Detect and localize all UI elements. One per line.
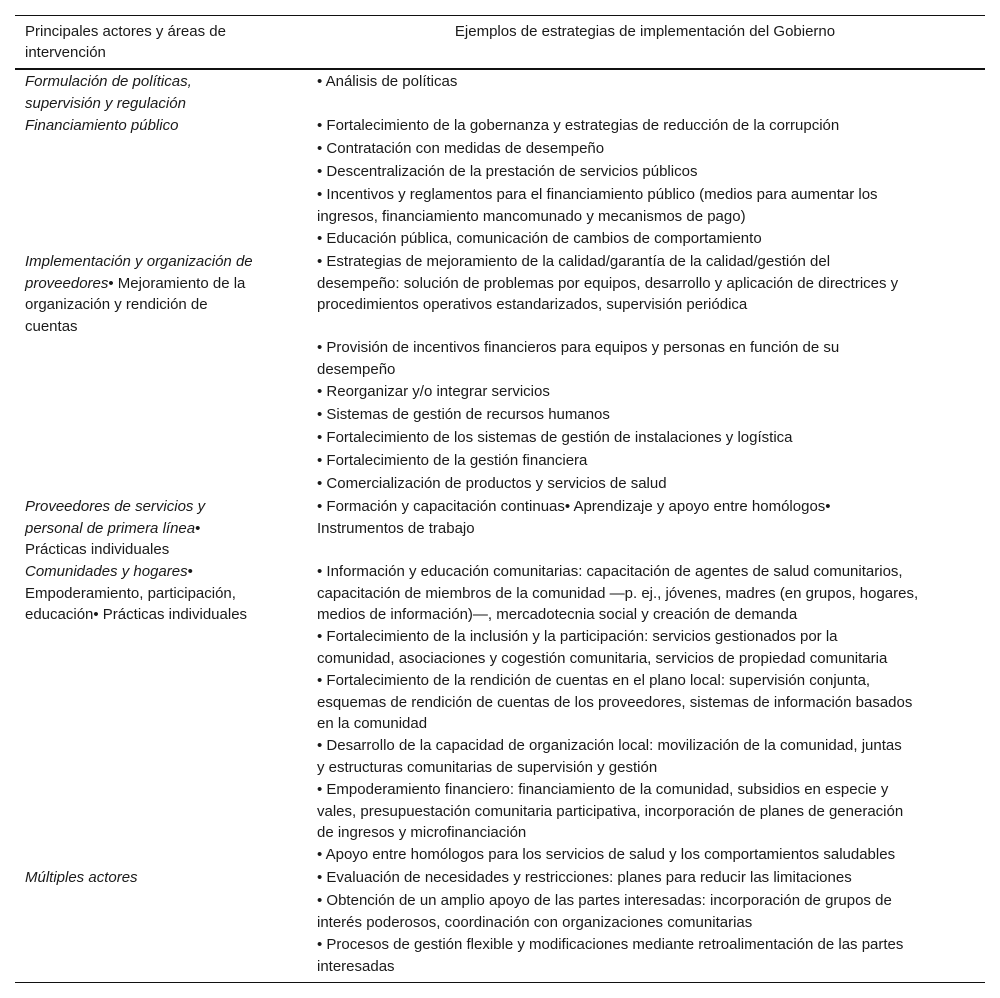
- strategy-item-line: • Obtención de un amplio apoyo de las partes interesadas: incorporación de grupos de: [317, 892, 892, 909]
- strategy-item-line: comunidad, asociaciones y cogestión comunitaria, servicios de propiedad comunitaria: [317, 649, 888, 667]
- actor-text: Formulación de políticas,: [25, 73, 192, 90]
- strategy-item-line: vales, presupuestación comunitaria participativa, incorporación de planes de generación: [317, 802, 904, 820]
- actor-text: •: [195, 519, 201, 537]
- strategy-item-line: desempeño: solución de problemas por equipos, desarrollo y aplicación de directrices y: [317, 274, 899, 292]
- actor-text: supervisión y regulación: [25, 94, 186, 112]
- actor-line: [25, 496, 205, 517]
- header-col1-line1: Principales actores y áreas de: [25, 23, 226, 40]
- strategy-item-line: • Análisis de políticas: [317, 73, 458, 90]
- strategy-item-line: • Sistemas de gestión de recursos humanos: [317, 406, 610, 423]
- strategy-item-line: procedimientos operativos estandarizados, supervisión periódica: [317, 296, 748, 314]
- strategy-item-line: • Apoyo entre homólogos para los servicios de salud y los comportamientos saludables: [317, 846, 896, 863]
- actor-line: [25, 273, 245, 294]
- actor-text: •: [187, 563, 193, 580]
- actor-text: Comunidades y hogares: [25, 563, 188, 580]
- header-col2: Ejemplos de estrategias de implementación del Gobierno: [454, 23, 836, 40]
- actor-text: Proveedores de servicios y: [25, 498, 206, 515]
- strategy-item-line: • Contratación con medidas de desempeño: [317, 140, 605, 157]
- strategy-item-line: • Evaluación de necesidades y restricciones: planes para reducir las limitaciones: [317, 869, 852, 886]
- actor-line: [25, 93, 186, 114]
- actor-line: [25, 561, 193, 582]
- strategy-item-line: • Empoderamiento financiero: financiamiento de la comunidad, subsidios en especie y: [317, 781, 889, 798]
- strategy-item-line: • Incentivos y reglamentos para el financiamiento público (medios para aumentar los: [317, 186, 878, 203]
- actor-text: personal de primera línea: [25, 519, 196, 537]
- strategy-item-line: en la comunidad: [317, 715, 428, 733]
- actor-text: cuentas: [25, 317, 78, 335]
- strategy-item-line: • Provisión de incentivos financieros para equipos y personas en función de su: [317, 339, 840, 356]
- strategy-item-line: • Información y educación comunitarias: capacitación de agentes de salud comunitarios,: [317, 563, 903, 580]
- strategy-item-line: • Procesos de gestión flexible y modificaciones mediante retroalimentación de las partes: [317, 936, 904, 953]
- strategy-item-line: interesadas: [317, 957, 395, 975]
- actor-text: Empoderamiento, participación,: [25, 584, 236, 602]
- strategy-item-line: • Descentralización de la prestación de servicios públicos: [317, 163, 698, 180]
- strategy-item-line: interés poderosos, coordinación con organizaciones comunitarias: [317, 913, 753, 931]
- strategy-item-line: de ingresos y microfinanciación: [317, 824, 527, 842]
- actor-text: Prácticas individuales: [25, 541, 170, 559]
- strategy-item-line: ingresos, financiamiento mancomunado y mecanismos de pago): [317, 207, 746, 225]
- strategy-item-line: capacitación de miembros de la comunidad —p. ej., jóvenes, madres (en grupos, hogares,: [317, 584, 919, 602]
- actor-line: [25, 518, 200, 539]
- strategy-item-line: desempeño: [317, 360, 396, 378]
- strategy-item-line: • Fortalecimiento de la rendición de cuentas en el plano local: supervisión conjunta,: [317, 672, 871, 689]
- actor-line: [25, 539, 169, 560]
- header-col1-line2: intervención: [25, 44, 106, 61]
- actor-line: [25, 294, 208, 315]
- actor-text: educación• Prácticas individuales: [25, 606, 248, 624]
- actor-line: [25, 604, 247, 625]
- actor-text: Múltiples actores: [25, 869, 138, 886]
- top-rule: [15, 15, 985, 16]
- actor-text: organización y rendición de: [25, 296, 208, 314]
- actor-line: [25, 115, 178, 136]
- actor-text: • Mejoramiento de la: [108, 274, 246, 292]
- strategy-item-line: esquemas de rendición de cuentas de los proveedores, sistemas de información basados: [317, 693, 913, 711]
- actor-text: Implementación y organización de: [25, 253, 253, 270]
- strategy-item-line: • Educación pública, comunicación de cambios de comportamiento: [317, 230, 762, 247]
- actor-line: [25, 867, 138, 888]
- strategy-item-line: • Fortalecimiento de la gestión financiera: [317, 452, 588, 469]
- actor-line: [25, 583, 236, 604]
- header-rule: [15, 68, 985, 70]
- strategy-item-line: • Estrategias de mejoramiento de la calidad/garantía de la calidad/gestión del: [317, 253, 831, 270]
- strategy-item-line: • Desarrollo de la capacidad de organización local: movilización de la comunidad, juntas: [317, 737, 902, 754]
- actor-text: Financiamiento público: [25, 117, 179, 134]
- strategy-item-line: medios de información)—, mercadotecnia social y creación de demanda: [317, 606, 798, 624]
- strategy-item-line: • Fortalecimiento de los sistemas de gestión de instalaciones y logística: [317, 429, 793, 446]
- strategy-item-line: • Formación y capacitación continuas• Aprendizaje y apoyo entre homólogos•: [317, 498, 831, 515]
- actor-line: [25, 251, 253, 272]
- strategy-item-line: • Fortalecimiento de la gobernanza y estrategias de reducción de la corrupción: [317, 117, 840, 134]
- actor-line: [25, 71, 192, 92]
- strategy-item-line: y estructuras comunitarias de supervisión y gestión: [317, 758, 658, 776]
- strategy-item-line: Instrumentos de trabajo: [317, 519, 475, 537]
- actor-line: [25, 316, 78, 337]
- strategy-item-line: • Fortalecimiento de la inclusión y la participación: servicios gestionados por la: [317, 628, 838, 645]
- strategy-item-line: • Comercialización de productos y servicios de salud: [317, 475, 667, 492]
- actor-text: proveedores: [25, 274, 109, 292]
- strategy-item-line: • Reorganizar y/o integrar servicios: [317, 383, 550, 400]
- bottom-rule: [15, 982, 985, 983]
